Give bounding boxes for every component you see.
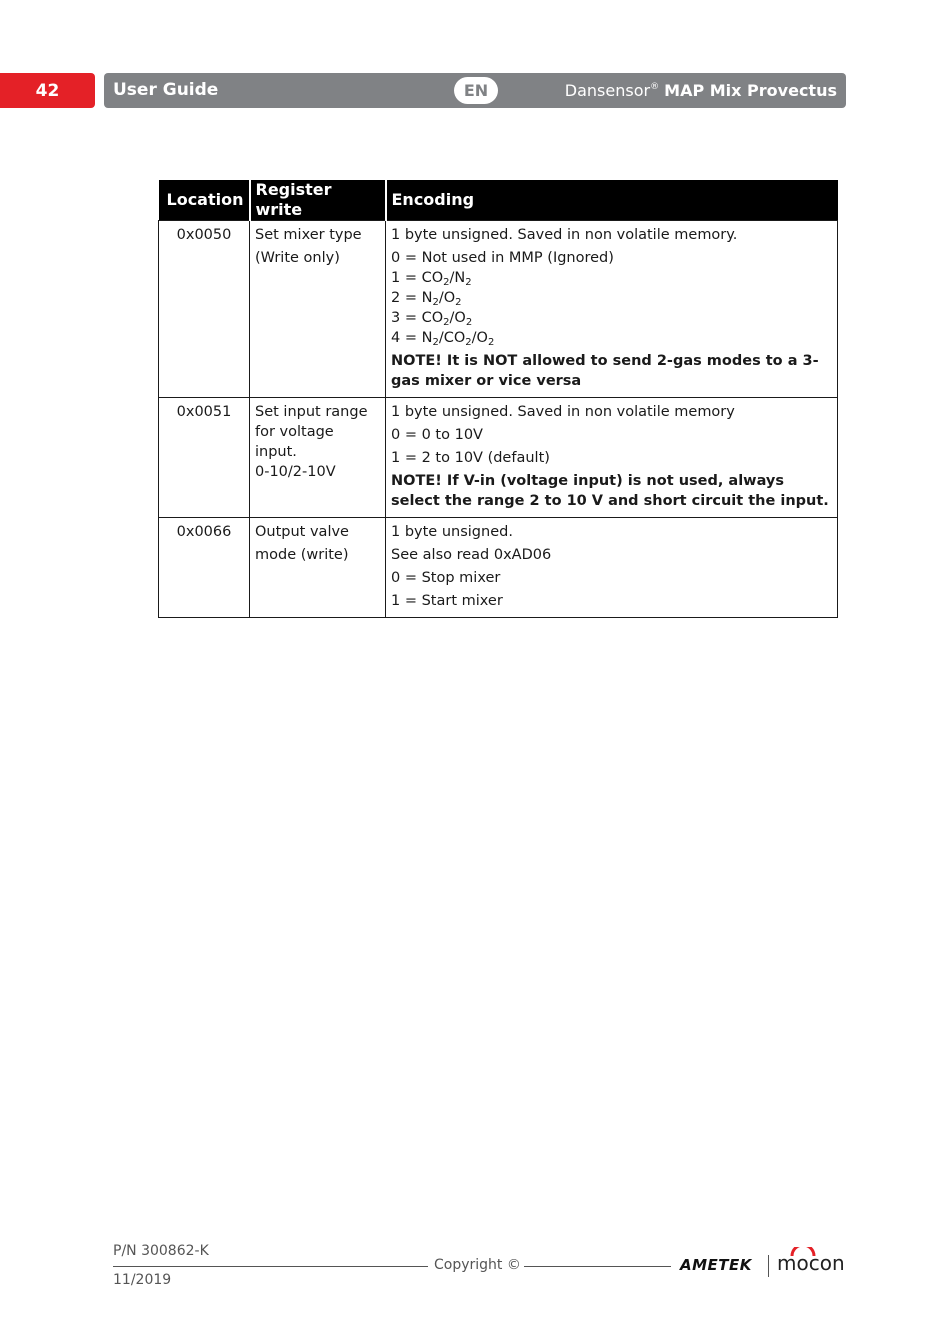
register-text: Set mixer type xyxy=(255,227,362,243)
register-text: (Write only) xyxy=(255,250,340,266)
revision-date: 11/2019 xyxy=(113,1272,172,1288)
encoding-text: 1 = 2 to 10V (default) xyxy=(391,450,550,466)
table-row xyxy=(159,518,838,618)
encoding-note: NOTE! If V-in (voltage input) is not used, always select the range 2 to 10 V and short circuit the input. xyxy=(391,473,829,509)
mocon-logo: mocon xyxy=(777,1251,845,1275)
encoding-text: 0 = 0 to 10V xyxy=(391,427,483,443)
part-number: P/N 300862-K xyxy=(113,1243,209,1259)
register-table xyxy=(158,180,838,618)
location-cell: 0x0050 xyxy=(159,221,250,398)
encoding-text: $4 = N_2/CO_2/O_2$ xyxy=(391,330,495,348)
encoding-text: $3 = CO_2/O_2$ xyxy=(391,310,473,328)
register-cell xyxy=(250,221,386,398)
encoding-text: 1 = Start mixer xyxy=(391,593,503,609)
location-cell: 0x0066 xyxy=(159,518,250,618)
register-text: 0-10/2-10V xyxy=(255,464,336,480)
table-row xyxy=(159,221,838,398)
table-row xyxy=(159,398,838,518)
register-text: Set input range xyxy=(255,404,368,420)
table-header-row xyxy=(159,180,838,221)
encoding-cell xyxy=(386,398,838,518)
register-text: Output valve xyxy=(255,524,349,540)
footer-divider xyxy=(113,1266,428,1267)
header-bar xyxy=(104,73,846,108)
encoding-text: See also read 0xAD06 xyxy=(391,547,552,563)
encoding-text: 1 byte unsigned. Saved in non volatile memory xyxy=(391,404,735,420)
section-title: User Guide xyxy=(113,80,219,100)
encoding-text: $1 = CO_2/N_2$ xyxy=(391,270,472,288)
encoding-text: 1 byte unsigned. xyxy=(391,524,513,540)
copyright-text: Copyright © xyxy=(434,1257,521,1273)
encoding-text: 1 byte unsigned. Saved in non volatile memory. xyxy=(391,227,738,243)
footer-divider xyxy=(524,1266,671,1267)
encoding-cell xyxy=(386,221,838,398)
encoding-note: NOTE! It is NOT allowed to send 2-gas modes to a 3-gas mixer or vice versa xyxy=(391,353,819,389)
encoding-text: 0 = Not used in MMP (Ignored) xyxy=(391,250,614,266)
register-text: mode (write) xyxy=(255,547,349,563)
column-header-location: Location xyxy=(159,180,250,221)
register-text: for voltage input. xyxy=(255,424,334,460)
product-brand: Dansensor xyxy=(564,81,651,100)
column-header-register: Register write xyxy=(250,180,386,221)
register-cell xyxy=(250,398,386,518)
ametek-logo: AMETEK xyxy=(680,1256,752,1274)
location-cell: 0x0051 xyxy=(159,398,250,518)
register-cell xyxy=(250,518,386,618)
encoding-text: $2 = N_2/O_2$ xyxy=(391,290,462,308)
registered-mark: ® xyxy=(650,82,660,92)
product-name: MAP Mix Provectus xyxy=(664,81,837,100)
logo-divider xyxy=(768,1255,769,1277)
page-number: 42 xyxy=(0,73,95,108)
language-badge: EN xyxy=(454,77,498,104)
column-header-encoding: Encoding xyxy=(386,180,838,221)
encoding-cell xyxy=(386,518,838,618)
encoding-text: 0 = Stop mixer xyxy=(391,570,501,586)
product-title xyxy=(565,73,837,108)
